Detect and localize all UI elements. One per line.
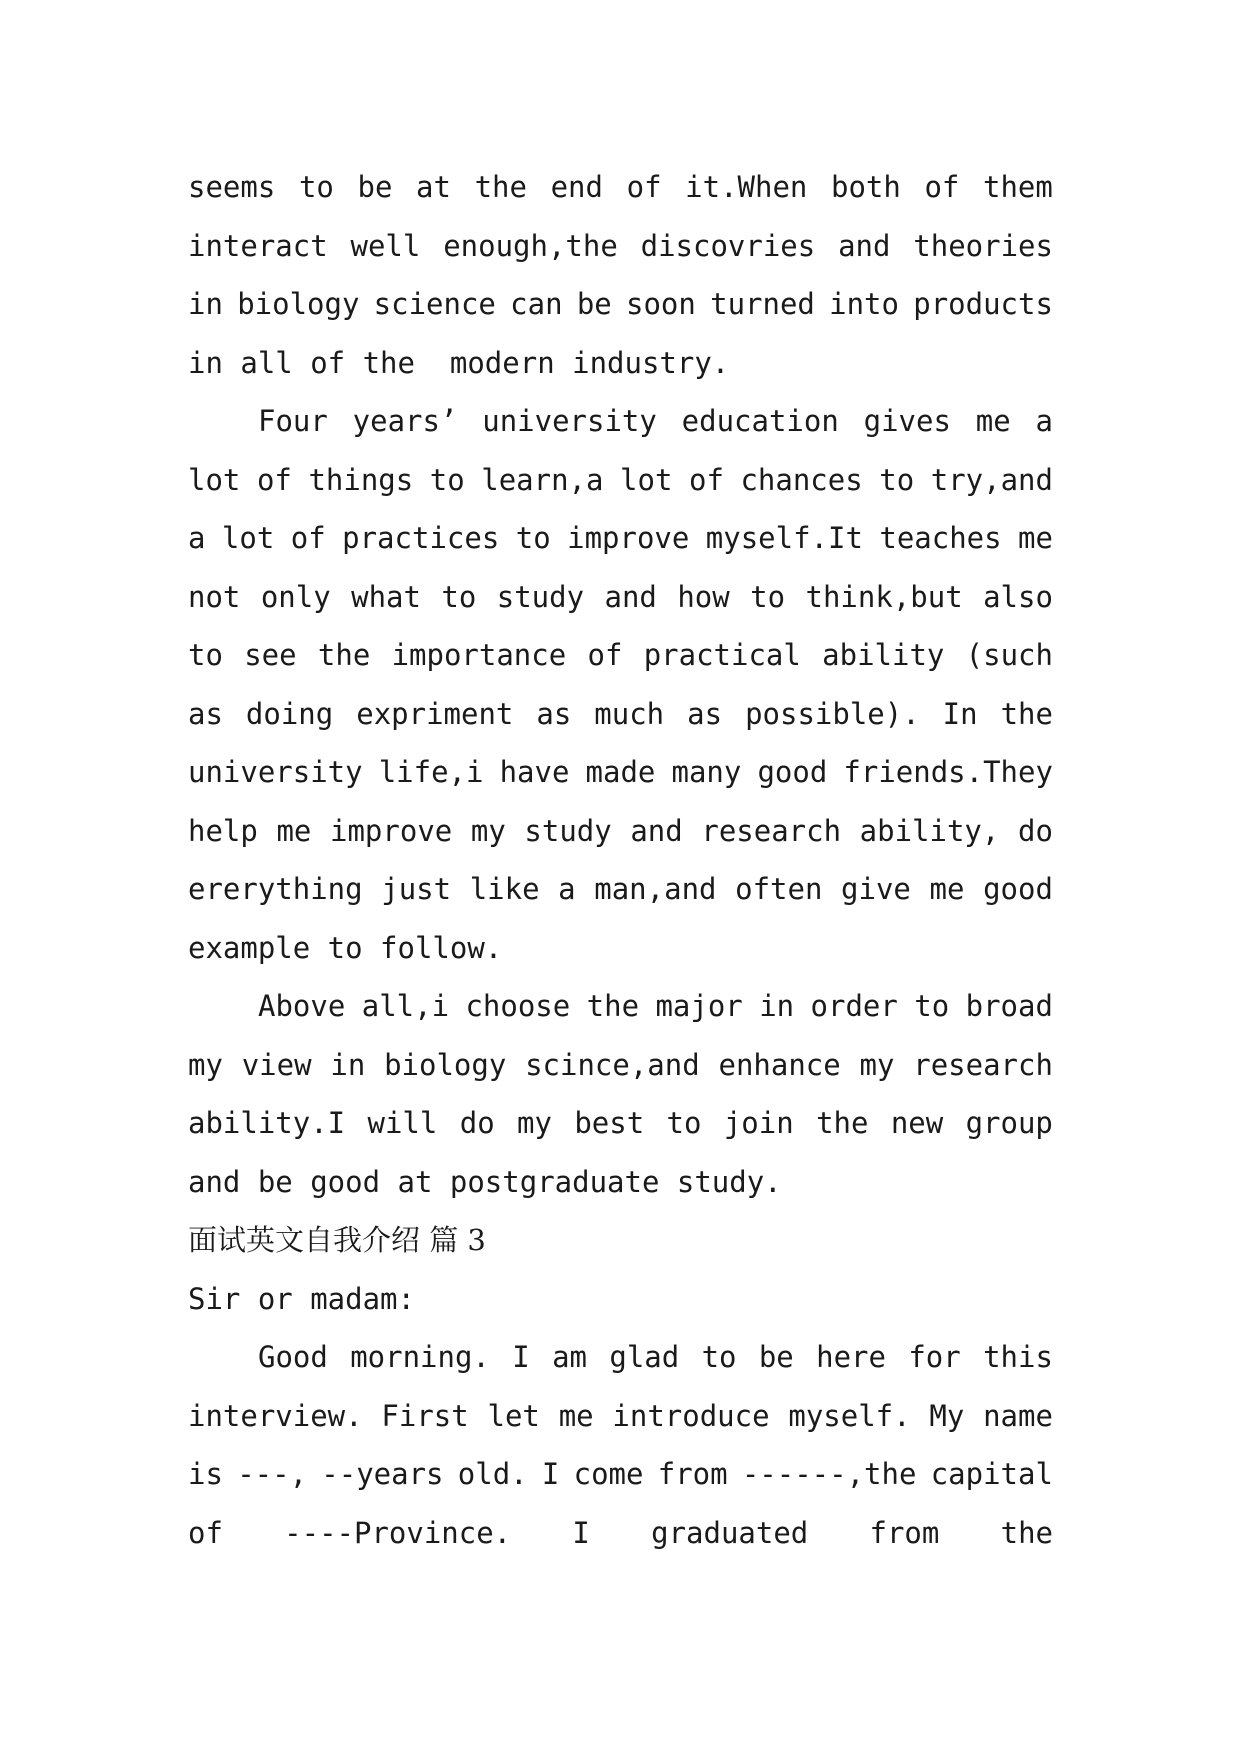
paragraph-line: ererything just like a man,and often give me good: [188, 872, 1053, 906]
paragraph-line: interview. First let me introduce myself. My name: [188, 1398, 1053, 1433]
paragraph-line: university life,i have made many good friends.They: [188, 755, 1053, 789]
paragraph-line: Above all,i choose the major in order to broad: [258, 989, 1053, 1023]
paragraph-line: interact well enough,the discovries and theories: [188, 228, 1053, 263]
document-body: [188, 158, 1053, 1562]
paragraph-line: a lot of practices to improve myself.It teaches me: [188, 521, 1053, 555]
paragraph-line: is ---, --years old. I come from ------,the capital: [188, 1457, 1053, 1491]
paragraph-line: my view in biology scince,and enhance my research: [188, 1047, 1053, 1082]
section-heading: 面试英文自我介绍 篇 3: [188, 1223, 486, 1257]
paragraph-p-good-morning: [188, 1328, 1053, 1562]
paragraph-line: Four years’ university education gives me a: [258, 404, 1053, 438]
paragraph-line: of ----Province. I graduated from the: [188, 1515, 1053, 1550]
paragraph-line: ability.I will do my best to join the new group: [188, 1106, 1053, 1140]
paragraph-line: seems to be at the end of it.When both of them: [188, 170, 1053, 204]
paragraph-p-above-all: [188, 977, 1053, 1211]
paragraph-p-end-science: [188, 158, 1053, 392]
paragraph-p-university: [188, 392, 1053, 977]
paragraph-line: not only what to study and how to think,but also: [188, 579, 1053, 614]
paragraph-line: and be good at postgraduate study.: [188, 1164, 782, 1199]
paragraph-line: in biology science can be soon turned into products: [188, 287, 1053, 321]
salutation: Sir or madam:: [188, 1281, 415, 1316]
paragraph-line: lot of things to learn,a lot of chances to try,and: [188, 462, 1053, 497]
paragraph-line: as doing expriment as much as possible). In the: [188, 696, 1053, 731]
paragraph-line: in all of the modern industry.: [188, 345, 730, 380]
paragraph-line: Good morning. I am glad to be here for this: [258, 1340, 1053, 1374]
paragraph-line: help me improve my study and research ability, do: [188, 813, 1053, 848]
paragraph-line: to see the importance of practical ability (such: [188, 638, 1053, 672]
paragraph-line: example to follow.: [188, 930, 503, 965]
